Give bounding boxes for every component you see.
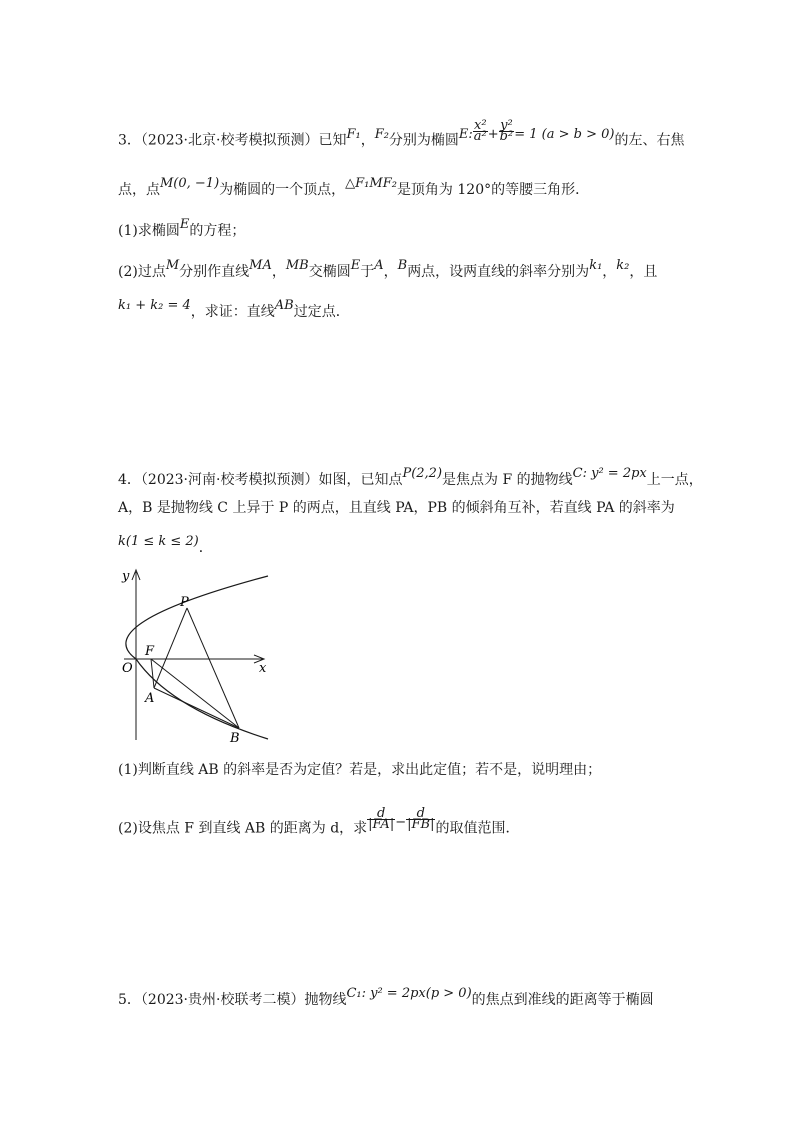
q3-text: 的方程； — [189, 223, 246, 239]
q3-M: M(0, −1) — [160, 176, 220, 191]
q3-text: ，且 — [629, 264, 658, 280]
q4-text: ． — [198, 540, 213, 556]
q3-text: (2)过点 — [118, 264, 166, 280]
q3-ellipse-lhs: E: — [458, 126, 473, 142]
frac-num: y² — [500, 118, 513, 133]
frac-num: x² — [474, 118, 487, 133]
q3-A: A — [374, 258, 384, 273]
q4-text: (2)设焦点 F 到直线 AB 的距离为 d，求 — [118, 820, 368, 837]
q3-part-2-line-1 — [118, 258, 658, 283]
q3-E: E — [350, 258, 361, 273]
line-FA — [151, 659, 154, 688]
q4-text: 如图，已知点 — [318, 472, 403, 488]
frac-den: |FB| — [407, 817, 435, 832]
q4-text: 是焦点为 F 的抛物线 — [442, 472, 573, 488]
q3-text: 的左、右焦 — [614, 132, 685, 149]
q4-text: (1)判断直线 AB 的斜率是否为定值？若是，求出此定值；若不是，说明理由； — [118, 762, 602, 778]
q5-text: 的焦点到准线的距离等于椭圆 — [471, 992, 654, 1008]
q4-line-1 — [118, 466, 703, 491]
q3-F1: F₁ — [346, 126, 361, 142]
label-y: y — [122, 569, 130, 584]
q4-parabola: C: y² = 2px — [572, 466, 647, 481]
q3-part-1 — [118, 217, 246, 242]
q3-line-2 — [118, 176, 590, 201]
q3-ellipse-rhs: = 1 (a > b > 0) — [514, 126, 615, 142]
q3-line-1 — [118, 118, 685, 152]
q3-text: 点，点 — [118, 182, 160, 198]
q3-ellipse-plus: + — [487, 126, 499, 142]
q3-text: 分别为椭圆 — [388, 132, 459, 149]
q3-text: 分别作直线 — [179, 264, 250, 280]
q3-source: （2023·北京·校考模拟预测） — [140, 132, 319, 149]
q3-number: 3． — [118, 132, 141, 149]
q3-triangle: △F₁MF₂ — [345, 176, 397, 191]
q3-E: E — [179, 217, 190, 232]
label-F: F — [145, 644, 155, 659]
q3-sum: k₁ + k₂ = 4 — [118, 298, 191, 313]
frac-num: d — [367, 809, 395, 820]
q3-text: 是顶角为 120°的等腰三角形． — [396, 182, 590, 198]
q3-k2: k₂ — [616, 258, 630, 273]
line-AB — [154, 688, 239, 728]
line-FB — [151, 659, 239, 728]
q4-minus: − — [395, 814, 407, 830]
q3-text: ， — [360, 132, 375, 149]
label-O: O — [122, 661, 133, 676]
q3-k1: k₁ — [589, 258, 603, 273]
q3-ellipse-y-frac — [499, 118, 515, 144]
q3-F2: F₂ — [374, 126, 389, 142]
q3-MA: MA — [249, 258, 272, 273]
frac-den: |FA| — [368, 817, 395, 832]
q4-part-2 — [118, 806, 520, 840]
q5-parabola: C₁: y² = 2px(p > 0) — [346, 986, 472, 1001]
label-P: P — [180, 595, 189, 610]
q5-line-1 — [118, 986, 654, 1011]
q3-B: B — [397, 258, 408, 273]
q4-text: 的取值范围． — [435, 820, 520, 837]
line-PA — [154, 608, 187, 688]
q4-line-2 — [118, 498, 675, 518]
q3-text: 为椭圆的一个顶点， — [219, 182, 346, 198]
q4-k-range: k(1 ≤ k ≤ 2) — [118, 534, 199, 549]
q3-text: ， — [602, 264, 617, 280]
q3-AB: AB — [274, 298, 294, 313]
label-A: A — [145, 691, 155, 706]
q4-text: A，B 是抛物线 C 上异于 P 的两点，且直线 PA，PB 的倾斜角互补，若直线 PA 的斜率为 — [118, 500, 675, 516]
q3-text: 于 — [360, 264, 375, 280]
q4-frac-1 — [367, 806, 395, 832]
q4-P: P(2,2) — [402, 466, 443, 481]
q3-text: ，求证：直线 — [190, 304, 275, 320]
q4-text: 上一点， — [646, 472, 703, 488]
q4-source: （2023·河南·校考模拟预测） — [140, 472, 319, 488]
q3-text: ， — [271, 264, 286, 280]
q5-text: 抛物线 — [304, 992, 347, 1008]
q5-source: （2023·贵州·校联考二模） — [140, 992, 305, 1008]
label-B: B — [230, 731, 240, 746]
line-PB — [187, 608, 239, 728]
q4-part-1 — [118, 760, 601, 780]
q3-text: 过定点． — [293, 304, 350, 320]
q3-ellipse-x-frac — [473, 118, 488, 144]
q3-MB: MB — [285, 258, 309, 273]
q3-text: 两点，设两直线的斜率分别为 — [407, 264, 590, 280]
parabola-figure — [118, 562, 278, 747]
q3-text: 已知 — [318, 132, 347, 149]
q4-number: 4． — [118, 472, 141, 488]
frac-den: b² — [499, 129, 514, 144]
q5-number: 5． — [118, 992, 141, 1008]
q3-text: ， — [383, 264, 398, 280]
q3-part-2-line-2 — [118, 298, 350, 323]
frac-num: d — [406, 809, 435, 820]
label-x: x — [259, 661, 267, 676]
q4-frac-2 — [406, 806, 435, 832]
q3-text: (1)求椭圆 — [118, 223, 180, 239]
frac-den: a² — [473, 129, 487, 144]
q4-line-3 — [118, 534, 213, 559]
q3-text: 交椭圆 — [308, 264, 351, 280]
q3-M: M — [165, 258, 180, 273]
